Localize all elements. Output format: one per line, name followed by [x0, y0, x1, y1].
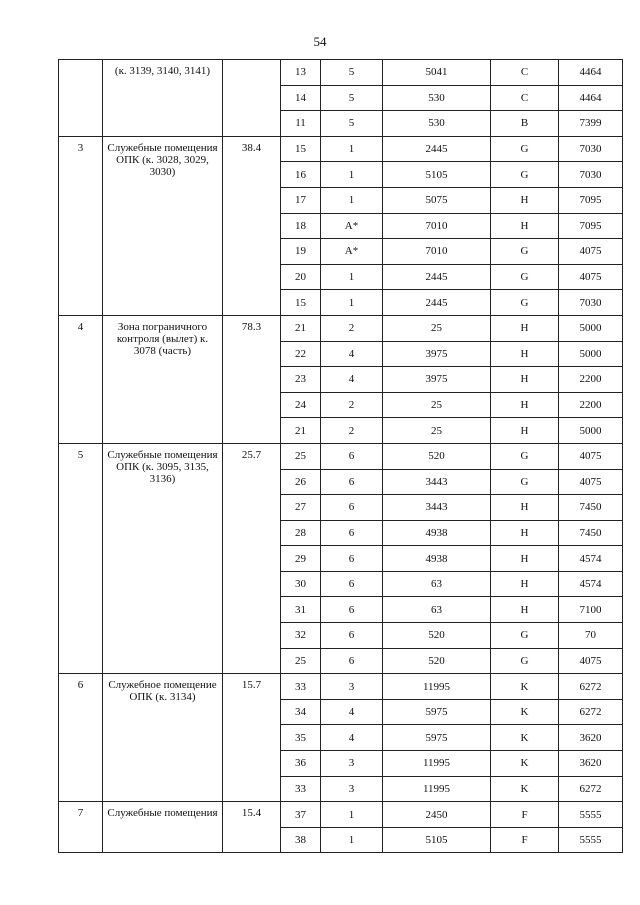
- letter-cell: G: [491, 648, 559, 674]
- value-a-cell: 6: [321, 495, 383, 521]
- value-a-cell: 4: [321, 725, 383, 751]
- point-number-cell: 24: [281, 392, 321, 418]
- letter-cell: C: [491, 60, 559, 86]
- value-b-cell: 25: [383, 418, 491, 444]
- group-number-cell: 4: [59, 315, 103, 443]
- value-a-cell: 2: [321, 418, 383, 444]
- value-c-cell: 7100: [559, 597, 623, 623]
- room-name-cell: Служебное помещение ОПК (к. 3134): [103, 674, 223, 802]
- table-row: [59, 136, 623, 162]
- value-c-cell: 7030: [559, 290, 623, 316]
- value-a-cell: 5: [321, 60, 383, 86]
- table-row: [59, 443, 623, 469]
- value-a-cell: 5: [321, 85, 383, 111]
- table-row: [59, 674, 623, 700]
- value-a-cell: 6: [321, 597, 383, 623]
- value-b-cell: 520: [383, 648, 491, 674]
- value-b-cell: 3443: [383, 495, 491, 521]
- value-b-cell: 520: [383, 443, 491, 469]
- point-number-cell: 15: [281, 290, 321, 316]
- value-c-cell: 4075: [559, 239, 623, 265]
- value-c-cell: 7399: [559, 111, 623, 137]
- letter-cell: K: [491, 725, 559, 751]
- value-b-cell: 2450: [383, 802, 491, 828]
- group-number-cell: 5: [59, 443, 103, 673]
- value-c-cell: 4075: [559, 648, 623, 674]
- value-b-cell: 5975: [383, 699, 491, 725]
- group-number-cell: 7: [59, 802, 103, 853]
- point-number-cell: 25: [281, 648, 321, 674]
- value-a-cell: 3: [321, 674, 383, 700]
- letter-cell: G: [491, 136, 559, 162]
- value-a-cell: 6: [321, 546, 383, 572]
- value-a-cell: 6: [321, 443, 383, 469]
- point-number-cell: 17: [281, 187, 321, 213]
- point-number-cell: 35: [281, 725, 321, 751]
- group-number-cell: 3: [59, 136, 103, 315]
- letter-cell: G: [491, 443, 559, 469]
- room-name-cell: (к. 3139, 3140, 3141): [103, 60, 223, 137]
- value-c-cell: 5000: [559, 341, 623, 367]
- point-number-cell: 14: [281, 85, 321, 111]
- point-number-cell: 38: [281, 827, 321, 853]
- value-c-cell: 5000: [559, 315, 623, 341]
- value-a-cell: A*: [321, 239, 383, 265]
- table-body: [59, 60, 623, 853]
- point-number-cell: 25: [281, 443, 321, 469]
- letter-cell: G: [491, 290, 559, 316]
- value-c-cell: 3620: [559, 725, 623, 751]
- room-name-cell: Служебные помещения ОПК (к. 3028, 3029, 3030): [103, 136, 223, 315]
- value-c-cell: 4464: [559, 85, 623, 111]
- area-cell: 15.4: [223, 802, 281, 853]
- value-c-cell: 6272: [559, 699, 623, 725]
- value-a-cell: 1: [321, 136, 383, 162]
- point-number-cell: 28: [281, 520, 321, 546]
- value-b-cell: 520: [383, 623, 491, 649]
- point-number-cell: 29: [281, 546, 321, 572]
- letter-cell: G: [491, 623, 559, 649]
- value-c-cell: 4075: [559, 443, 623, 469]
- letter-cell: G: [491, 162, 559, 188]
- value-b-cell: 3975: [383, 341, 491, 367]
- value-a-cell: 6: [321, 469, 383, 495]
- value-b-cell: 5041: [383, 60, 491, 86]
- letter-cell: H: [491, 597, 559, 623]
- point-number-cell: 30: [281, 571, 321, 597]
- value-a-cell: 4: [321, 341, 383, 367]
- value-a-cell: 1: [321, 187, 383, 213]
- area-cell: 15.7: [223, 674, 281, 802]
- point-number-cell: 33: [281, 776, 321, 802]
- area-cell: 38.4: [223, 136, 281, 315]
- point-number-cell: 36: [281, 751, 321, 777]
- point-number-cell: 26: [281, 469, 321, 495]
- point-number-cell: 21: [281, 315, 321, 341]
- value-a-cell: 3: [321, 751, 383, 777]
- point-number-cell: 19: [281, 239, 321, 265]
- letter-cell: H: [491, 418, 559, 444]
- value-c-cell: 7095: [559, 213, 623, 239]
- value-a-cell: 6: [321, 520, 383, 546]
- value-b-cell: 7010: [383, 239, 491, 265]
- point-number-cell: 27: [281, 495, 321, 521]
- letter-cell: G: [491, 264, 559, 290]
- value-c-cell: 3620: [559, 751, 623, 777]
- letter-cell: H: [491, 187, 559, 213]
- table-row: [59, 315, 623, 341]
- point-number-cell: 20: [281, 264, 321, 290]
- value-c-cell: 4574: [559, 571, 623, 597]
- value-b-cell: 5075: [383, 187, 491, 213]
- letter-cell: F: [491, 827, 559, 853]
- value-a-cell: 6: [321, 623, 383, 649]
- value-b-cell: 530: [383, 111, 491, 137]
- letter-cell: K: [491, 751, 559, 777]
- value-b-cell: 5975: [383, 725, 491, 751]
- letter-cell: H: [491, 341, 559, 367]
- value-c-cell: 4574: [559, 546, 623, 572]
- letter-cell: H: [491, 546, 559, 572]
- room-name-cell: Зона пограничного контроля (вылет) к. 3078 (часть): [103, 315, 223, 443]
- letter-cell: C: [491, 85, 559, 111]
- letter-cell: H: [491, 213, 559, 239]
- area-cell: [223, 60, 281, 137]
- data-table: [58, 59, 623, 853]
- value-a-cell: 4: [321, 699, 383, 725]
- value-c-cell: 7030: [559, 136, 623, 162]
- value-c-cell: 7030: [559, 162, 623, 188]
- value-b-cell: 3975: [383, 367, 491, 393]
- value-a-cell: 6: [321, 571, 383, 597]
- letter-cell: K: [491, 776, 559, 802]
- value-b-cell: 25: [383, 392, 491, 418]
- value-c-cell: 6272: [559, 674, 623, 700]
- value-c-cell: 4075: [559, 264, 623, 290]
- point-number-cell: 18: [281, 213, 321, 239]
- value-a-cell: A*: [321, 213, 383, 239]
- value-c-cell: 7095: [559, 187, 623, 213]
- value-c-cell: 5000: [559, 418, 623, 444]
- table-row: [59, 802, 623, 828]
- value-b-cell: 4938: [383, 546, 491, 572]
- value-a-cell: 1: [321, 827, 383, 853]
- letter-cell: H: [491, 571, 559, 597]
- value-a-cell: 1: [321, 264, 383, 290]
- value-c-cell: 7450: [559, 495, 623, 521]
- value-c-cell: 2200: [559, 392, 623, 418]
- point-number-cell: 33: [281, 674, 321, 700]
- value-c-cell: 5555: [559, 802, 623, 828]
- point-number-cell: 34: [281, 699, 321, 725]
- value-b-cell: 63: [383, 571, 491, 597]
- letter-cell: B: [491, 111, 559, 137]
- room-name-cell: Служебные помещения ОПК (к. 3095, 3135, 3136): [103, 443, 223, 673]
- value-a-cell: 1: [321, 290, 383, 316]
- point-number-cell: 13: [281, 60, 321, 86]
- value-a-cell: 2: [321, 315, 383, 341]
- point-number-cell: 11: [281, 111, 321, 137]
- letter-cell: H: [491, 495, 559, 521]
- letter-cell: H: [491, 392, 559, 418]
- group-number-cell: [59, 60, 103, 137]
- value-c-cell: 5555: [559, 827, 623, 853]
- value-a-cell: 1: [321, 802, 383, 828]
- value-b-cell: 7010: [383, 213, 491, 239]
- point-number-cell: 37: [281, 802, 321, 828]
- value-b-cell: 5105: [383, 827, 491, 853]
- letter-cell: K: [491, 699, 559, 725]
- page-number: 54: [313, 34, 327, 49]
- room-name-cell: Служебные помещения: [103, 802, 223, 853]
- value-b-cell: 63: [383, 597, 491, 623]
- point-number-cell: 32: [281, 623, 321, 649]
- area-cell: 25.7: [223, 443, 281, 673]
- table-row: [59, 60, 623, 86]
- letter-cell: F: [491, 802, 559, 828]
- letter-cell: G: [491, 239, 559, 265]
- value-b-cell: 5105: [383, 162, 491, 188]
- value-b-cell: 2445: [383, 290, 491, 316]
- value-a-cell: 2: [321, 392, 383, 418]
- letter-cell: H: [491, 315, 559, 341]
- letter-cell: G: [491, 469, 559, 495]
- point-number-cell: 23: [281, 367, 321, 393]
- point-number-cell: 21: [281, 418, 321, 444]
- value-b-cell: 11995: [383, 674, 491, 700]
- value-b-cell: 2445: [383, 264, 491, 290]
- point-number-cell: 15: [281, 136, 321, 162]
- value-c-cell: 6272: [559, 776, 623, 802]
- point-number-cell: 31: [281, 597, 321, 623]
- letter-cell: K: [491, 674, 559, 700]
- value-b-cell: 11995: [383, 751, 491, 777]
- value-a-cell: 6: [321, 648, 383, 674]
- point-number-cell: 16: [281, 162, 321, 188]
- value-c-cell: 4075: [559, 469, 623, 495]
- value-b-cell: 2445: [383, 136, 491, 162]
- value-a-cell: 3: [321, 776, 383, 802]
- area-cell: 78.3: [223, 315, 281, 443]
- value-c-cell: 2200: [559, 367, 623, 393]
- value-c-cell: 70: [559, 623, 623, 649]
- value-a-cell: 4: [321, 367, 383, 393]
- value-b-cell: 25: [383, 315, 491, 341]
- letter-cell: H: [491, 367, 559, 393]
- value-a-cell: 5: [321, 111, 383, 137]
- value-b-cell: 11995: [383, 776, 491, 802]
- group-number-cell: 6: [59, 674, 103, 802]
- value-a-cell: 1: [321, 162, 383, 188]
- letter-cell: H: [491, 520, 559, 546]
- value-b-cell: 530: [383, 85, 491, 111]
- value-c-cell: 4464: [559, 60, 623, 86]
- value-b-cell: 3443: [383, 469, 491, 495]
- value-b-cell: 4938: [383, 520, 491, 546]
- point-number-cell: 22: [281, 341, 321, 367]
- value-c-cell: 7450: [559, 520, 623, 546]
